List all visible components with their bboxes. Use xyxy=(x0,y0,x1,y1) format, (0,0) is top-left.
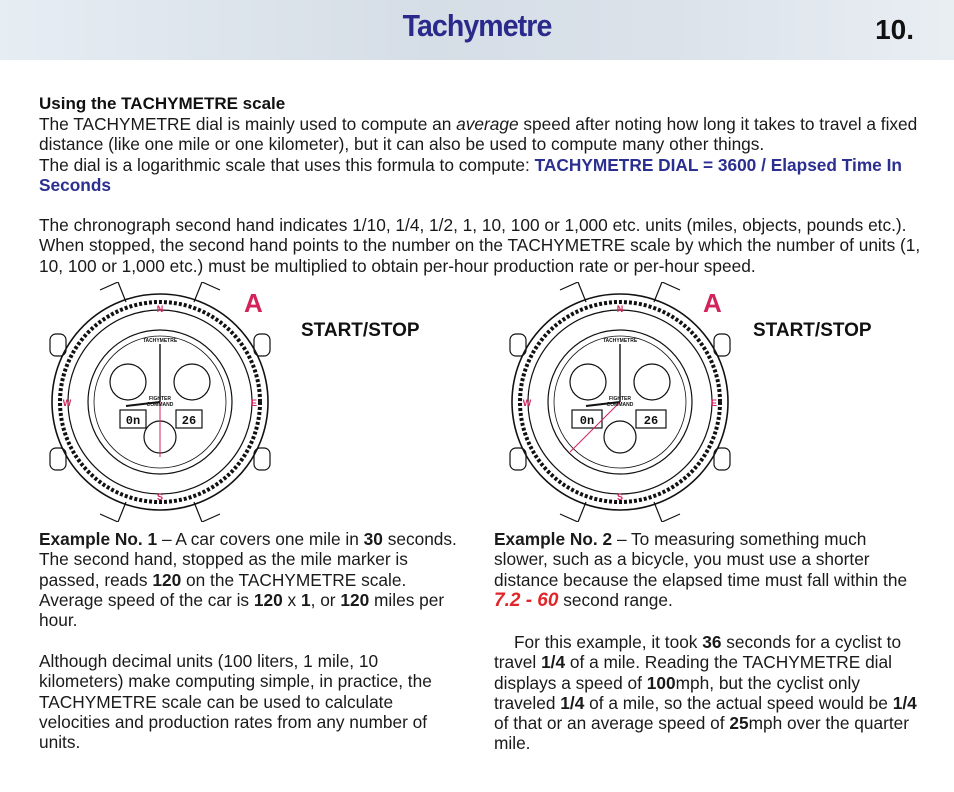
example-text: For this example, it took xyxy=(514,632,703,652)
example-value: 36 xyxy=(702,632,722,652)
example-value: 1 xyxy=(300,589,311,610)
svg-text:TACHYMETRE: TACHYMETRE xyxy=(602,338,638,344)
example-text: , or xyxy=(310,589,341,610)
section-heading: Using the TACHYMETRE scale xyxy=(39,94,286,113)
example-text: of that or an average speed of xyxy=(494,713,730,734)
example-text: seconds for a cyclist to travel xyxy=(494,632,902,673)
svg-text:S: S xyxy=(616,492,624,502)
compass-s: S xyxy=(156,492,164,502)
tachymetre-formula: TACHYMETRE DIAL = 3600 / Elapsed Time In Seconds xyxy=(39,154,902,195)
example-value: 100 xyxy=(646,672,676,693)
example-value: 1/4 xyxy=(892,692,917,713)
svg-text:E: E xyxy=(710,398,718,408)
svg-text:W: W xyxy=(522,398,532,408)
svg-text:FIGHTER: FIGHTER xyxy=(609,396,631,402)
example-1-note: Although decimal units (100 liters, 1 mile, 10 kilometers) make computing simple, in practice, the TACHYMETRE scale can be used to calculate velocities and production rates from any number of units. xyxy=(39,651,432,753)
chronograph-paragraph: The chronograph second hand indicates 1/10, 1/4, 1/2, 1, 10, 100 or 1,000 etc. units (miles, objects, pounds etc.). When stopped, the second hand points to the number on the TACHYMETRE scale by which the number of units (1, 10, 100 or 1,000 etc.) must be multiplied to obtain per-hour production rate or per-hour speed. xyxy=(39,215,921,276)
compass-w: W xyxy=(62,398,72,408)
example-text: – A car covers one mile in xyxy=(157,529,364,549)
svg-text:0n: 0n xyxy=(125,414,141,428)
button-a-marker: A xyxy=(703,288,722,318)
svg-text:26: 26 xyxy=(181,414,197,428)
example-text: mph over the quarter mile. xyxy=(494,713,910,754)
intro-text: The dial is a logarithmic scale that uses this formula to compute: xyxy=(39,154,535,175)
example-text: on the TACHYMETRE scale. Average speed of the car is xyxy=(39,569,407,610)
intro-paragraph xyxy=(39,114,929,195)
intro-emphasis: average xyxy=(456,114,519,134)
second-range: 7.2 - 60 xyxy=(494,589,559,611)
example-text: of a mile, so the actual speed would be xyxy=(584,692,893,713)
button-a-marker: A xyxy=(244,288,263,318)
example-text: second range. xyxy=(558,589,673,610)
svg-text:N: N xyxy=(616,304,624,314)
example-value: 120 xyxy=(253,589,283,610)
intro-text: The TACHYMETRE dial is mainly used to compute an xyxy=(39,114,457,134)
example-value: 30 xyxy=(363,529,383,549)
example-value: 120 xyxy=(340,589,370,610)
example-2-detail xyxy=(494,632,919,754)
compass-n: N xyxy=(156,304,164,314)
page-number: 10. xyxy=(875,14,914,45)
svg-text:0n: 0n xyxy=(579,414,595,428)
example-text: of a mile. Reading the TACHYMETRE dial displays a speed of xyxy=(494,652,892,693)
compass-e: E xyxy=(250,398,258,408)
svg-text:TACHYMETRE: TACHYMETRE xyxy=(142,338,178,344)
example-text: miles per hour. xyxy=(39,589,445,631)
svg-text:COMMAND: COMMAND xyxy=(606,402,634,408)
example-value: 25 xyxy=(729,713,749,734)
intro-text: speed after noting how long it takes to travel a fixed distance (like one mile or one kilometer), but it can also be used to compute many other things. xyxy=(39,114,918,155)
page-header xyxy=(0,0,954,60)
example-label: Example No. 1 xyxy=(39,529,158,549)
svg-text:26: 26 xyxy=(643,414,659,428)
example-value: 1/4 xyxy=(541,652,566,673)
svg-text:FIGHTER: FIGHTER xyxy=(149,396,171,402)
page-title: Tachymetre xyxy=(402,8,552,43)
example-1-paragraph xyxy=(39,529,464,630)
example-text: seconds. The second hand, stopped as the mile marker is passed, reads xyxy=(39,529,457,590)
example-text: – To measuring something much slower, such as a bicycle, you must use a shorter distance because the elapsed time must fall within the xyxy=(494,529,908,590)
start-stop-label: START/STOP xyxy=(753,320,872,341)
example-value: 1/4 xyxy=(560,692,585,713)
example-text: x xyxy=(282,589,301,610)
svg-text:COMMAND: COMMAND xyxy=(146,402,174,408)
example-label: Example No. 2 xyxy=(494,529,613,549)
example-value: 120 xyxy=(152,569,182,590)
example-text: mph, but the cyclist only traveled xyxy=(494,672,861,713)
start-stop-label: START/STOP xyxy=(301,320,420,341)
example-2-paragraph xyxy=(494,529,919,611)
